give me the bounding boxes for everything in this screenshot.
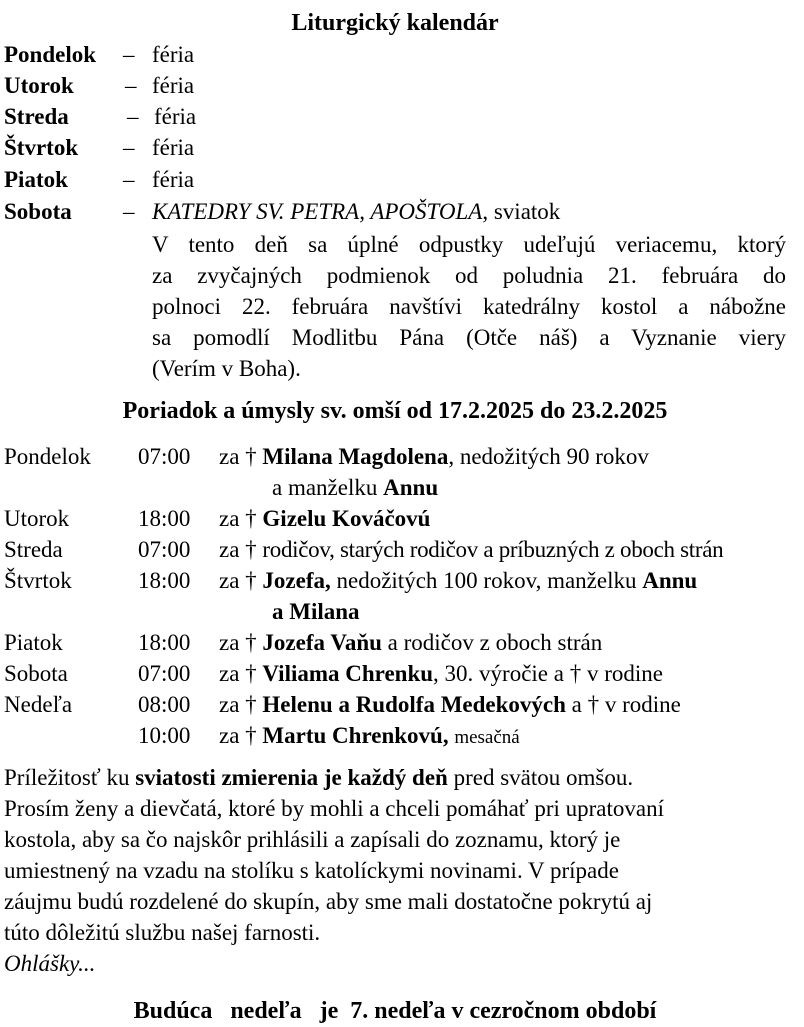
mass-day: Štvrtok bbox=[4, 568, 72, 593]
mass-time: 08:00 bbox=[138, 692, 191, 717]
calendar-day: Piatok bbox=[4, 167, 68, 192]
intention-prefix: za † bbox=[219, 506, 257, 531]
calendar-dash: – bbox=[123, 135, 135, 160]
intention-name: Jozefa, bbox=[262, 568, 331, 593]
masses-title: Poriadok a úmysly sv. omší od 17.2.2025 do 23.2.2025 bbox=[122, 398, 668, 424]
mass-day: Pondelok bbox=[4, 444, 91, 469]
calendar-day: Pondelok bbox=[4, 42, 97, 67]
mass-day: Piatok bbox=[4, 630, 63, 655]
calendar-row bbox=[4, 70, 195, 101]
mass-continuation bbox=[272, 596, 360, 627]
feast-rank: , sviatok bbox=[482, 199, 561, 224]
mass-intention bbox=[219, 658, 663, 689]
calendar-day: Utorok bbox=[4, 73, 74, 98]
mass-day: Utorok bbox=[4, 506, 70, 531]
intention-name: Gizelu Kováčovú bbox=[262, 506, 431, 531]
continuation-text: a manželku bbox=[272, 475, 384, 500]
mass-day: Streda bbox=[4, 537, 63, 562]
calendar-dash: – bbox=[123, 199, 135, 224]
continuation-name: Annu bbox=[383, 475, 439, 500]
calendar-row bbox=[4, 101, 197, 132]
notice-text: Príležitosť ku bbox=[4, 765, 136, 790]
notice-line: záujmu budú rozdelené do skupín, aby sme mali dostatočne pokrytú aj bbox=[4, 889, 653, 914]
intention-prefix: za † bbox=[219, 444, 257, 469]
intention-name: Martu Chrenkovú, bbox=[262, 723, 449, 748]
announcements-heading: Ohlášky... bbox=[4, 951, 96, 976]
intention-prefix: za † bbox=[219, 537, 257, 562]
calendar-note bbox=[152, 229, 786, 384]
calendar-feast: féria bbox=[152, 73, 195, 98]
mass-time: 07:00 bbox=[138, 444, 191, 469]
intention-rest: rodičov, starých rodičov a príbuzných z oboch strán bbox=[262, 537, 724, 562]
continuation-name: a Milana bbox=[272, 599, 360, 624]
intention-prefix: za † bbox=[219, 723, 257, 748]
calendar-feast: féria bbox=[152, 42, 195, 67]
calendar-row bbox=[4, 196, 561, 227]
intention-name: Helenu a Rudolfa Medekových bbox=[262, 692, 566, 717]
intention-name: Viliama Chrenku bbox=[262, 661, 434, 686]
next-sunday-footer: Budúca nedeľa je 7. nedeľa v cezročnom období bbox=[133, 998, 657, 1024]
calendar-dash: – bbox=[123, 42, 135, 67]
mass-time: 07:00 bbox=[138, 661, 191, 686]
mass-time: 18:00 bbox=[138, 630, 191, 655]
mass-intention bbox=[219, 503, 430, 534]
notice-line: túto dôležitú službu našej farnosti. bbox=[4, 920, 321, 945]
intention-prefix: za † bbox=[219, 692, 257, 717]
mass-intention bbox=[219, 534, 723, 565]
mass-time: 10:00 bbox=[138, 723, 191, 748]
intention-rest: , 30. výročie a † v rodine bbox=[433, 661, 663, 686]
note-line: sa pomodlí Modlitbu Pána (Otče náš) a Vyznanie viery bbox=[152, 325, 786, 350]
calendar-feast: féria bbox=[152, 135, 195, 160]
mass-continuation bbox=[272, 472, 438, 503]
mass-intention bbox=[219, 720, 520, 753]
calendar-dash: – bbox=[125, 73, 137, 98]
intention-name: Jozefa Vaňu bbox=[262, 630, 382, 655]
calendar-row bbox=[4, 164, 195, 195]
calendar-title: Liturgický kalendár bbox=[291, 10, 499, 36]
intention-prefix: za † bbox=[219, 568, 257, 593]
intention-rest: a † v rodine bbox=[565, 692, 681, 717]
mass-day: Nedeľa bbox=[4, 692, 73, 717]
note-line: (Verím v Boha). bbox=[152, 356, 301, 381]
mass-day: Sobota bbox=[4, 661, 68, 686]
notice-text: pred svätou omšou. bbox=[447, 765, 634, 790]
mass-intention bbox=[219, 627, 602, 658]
mass-time: 18:00 bbox=[138, 568, 191, 593]
intention-rest: , nedožitých 90 rokov bbox=[448, 444, 649, 469]
mass-intention bbox=[219, 689, 681, 720]
notice-line: umiestnený na vzadu na stolíku s katolíckymi novinami. V prípade bbox=[4, 858, 619, 883]
notice-highlight: sviatosti zmierenia je každý deň bbox=[135, 765, 448, 790]
note-line: za zvyčajných podmienok od poludnia 21. februára do bbox=[152, 263, 786, 288]
notice-line: Prosím ženy a dievčatá, ktoré by mohli a chceli pomáhať pri upratovaní bbox=[4, 796, 665, 821]
feast-name: KATEDRY SV. PETRA, APOŠTOLA bbox=[152, 199, 483, 224]
mass-intention bbox=[219, 441, 649, 472]
intention-prefix: za † bbox=[219, 630, 257, 655]
mass-time: 18:00 bbox=[138, 506, 191, 531]
intention-name: Milana Magdolena bbox=[262, 444, 449, 469]
note-line: polnoci 22. februára navštívi katedrálny kostol a nábožne bbox=[152, 294, 786, 319]
calendar-dash: – bbox=[127, 104, 139, 129]
notice-line bbox=[4, 762, 774, 793]
calendar-day: Streda bbox=[4, 104, 69, 129]
calendar-row bbox=[4, 39, 195, 70]
calendar-row bbox=[4, 132, 195, 163]
note-line: V tento deň sa úplné odpustky udeľujú veriacemu, ktorý bbox=[152, 232, 786, 257]
intention-rest: a rodičov z oboch strán bbox=[381, 630, 603, 655]
intention-name-2: Annu bbox=[642, 568, 698, 593]
calendar-day: Sobota bbox=[4, 199, 72, 224]
intention-rest: nedožitých 100 rokov, manželku bbox=[330, 568, 643, 593]
calendar-feast bbox=[152, 196, 560, 227]
intention-prefix: za † bbox=[219, 661, 257, 686]
calendar-feast: féria bbox=[154, 104, 197, 129]
intention-note: mesačná bbox=[454, 727, 520, 748]
calendar-dash: – bbox=[123, 167, 135, 192]
mass-time: 07:00 bbox=[138, 537, 191, 562]
calendar-day: Štvrtok bbox=[4, 135, 79, 160]
mass-intention bbox=[219, 565, 697, 596]
notice-line: kostola, aby sa čo najskôr prihlásili a zapísali do zoznamu, ktorý je bbox=[4, 827, 621, 852]
calendar-feast: féria bbox=[152, 167, 195, 192]
notice-block bbox=[4, 762, 774, 979]
